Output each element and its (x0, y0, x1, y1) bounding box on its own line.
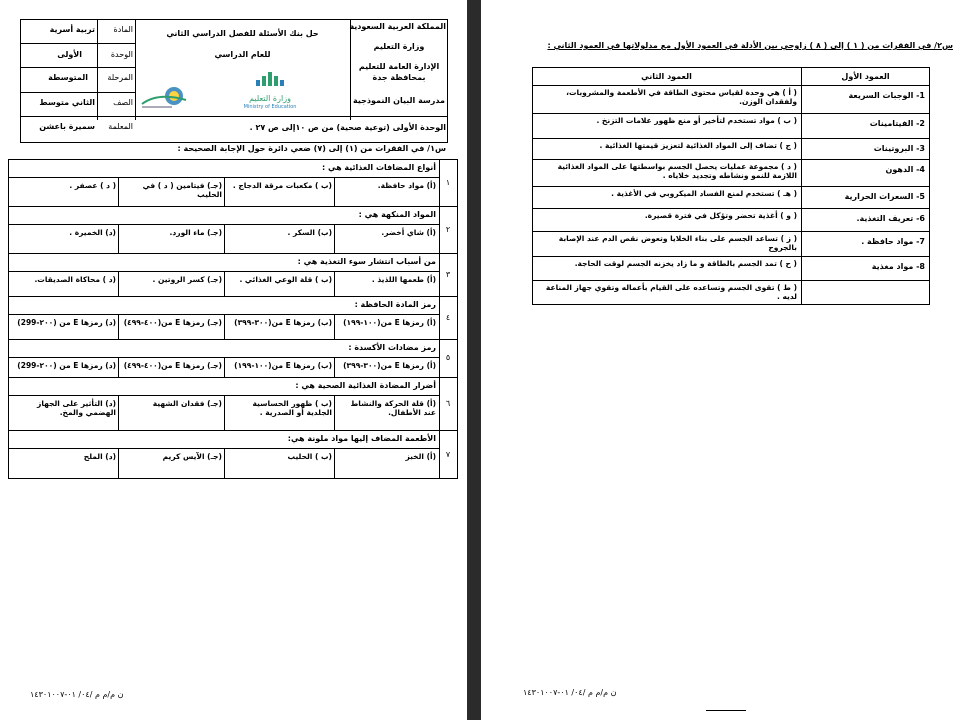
stage-label: المرحلة (107, 73, 133, 82)
org-line4: بمحافظة جدة (372, 73, 426, 82)
answer-option[interactable]: ( د ) عصفر . (69, 181, 116, 190)
ministry-logo-text: وزارة التعليم (249, 94, 291, 103)
question-stem: أضرار المضادة الغذائية الصحية هي : (295, 381, 436, 390)
answer-option[interactable]: (د) رمزها E من (٢٠٠-299) (17, 361, 116, 370)
matching-right-item: ( ب ) مواد تستخدم لتأخير أو منع ظهور علامات التزنخ . (596, 116, 797, 125)
right-footer: ن م/م م /٠٤/ ٠١-١٤٣٠١٠٠٧ (523, 688, 617, 697)
answer-option[interactable]: (د) رمزها E من (٢٠٠-299) (17, 318, 116, 327)
matching-right-item: ( ج ) تضاف إلى المواد الغذائية لتعزيز قيمتها الغذائية . (599, 141, 797, 150)
matching-right-item: ( أ ) هي وحدة لقياس محتوى الطاقة في الأطعمة والمشروبات، ولفقدان الوزن. (566, 88, 797, 106)
answer-option[interactable]: (ب ) مكعبات مرقة الدجاج . (232, 181, 332, 190)
answer-option[interactable]: (جـ) ماء الورد. (169, 228, 222, 237)
matching-left-item: 2- الفيتامينات (869, 119, 925, 128)
question-number: ٣ (445, 269, 451, 279)
question-number: ٦ (445, 398, 451, 408)
answer-option[interactable]: (جـ) فقدان الشهية (152, 399, 222, 408)
ministry-logo-sub: Ministry of Education (243, 104, 297, 110)
answer-option[interactable]: (د) الخميرة . (69, 228, 116, 237)
answer-option[interactable]: (أ) طعمها اللذيذ . (371, 275, 436, 284)
question-number: ١ (445, 177, 451, 187)
ministry-logo (238, 70, 302, 110)
answer-option[interactable]: (أ) الخبز (405, 452, 436, 461)
bank-title: حل بنك الأسئلة للفصل الدراسي الثاني (166, 29, 319, 38)
left-footer: ن م/م م /٠٤/ ٠١-١٤٣٠١٠٠٧ (30, 690, 124, 699)
question-number: ٥ (445, 353, 451, 362)
question-stem: رمز مضادات الأكسدة : (348, 343, 436, 352)
class-value: الثاني متوسط (39, 98, 95, 107)
matching-right-item: ( د ) مجموعة عمليات يحصل الجسم بواسطتها على المواد الغذائية اللازمة للنمو ونشاطه وتجديد خلاياه . (557, 162, 797, 180)
unit-range: الوحدة الأولى (توعية صحية) من ص ١٠إلى ص ٢٧ . (249, 123, 446, 132)
answer-option[interactable]: (أ) شاي أخضر. (381, 228, 436, 237)
vision-logo (138, 82, 196, 112)
answer-option[interactable]: (جـ) كسر الروتين . (152, 275, 222, 284)
org-line3: الإدارة العامة للتعليم (358, 62, 440, 71)
col1-header: العمود الأول (841, 72, 890, 81)
subject-value: تربية أسرية (49, 25, 95, 34)
matching-left-item: 1- الوجبات السريعة (848, 91, 925, 100)
answer-option[interactable]: (ب) السكر . (287, 228, 332, 237)
matching-left-item: 4- الدهون (885, 165, 925, 174)
unit-label: الوحدة (110, 50, 133, 59)
answer-option[interactable]: (د) الملح (83, 452, 116, 461)
answer-option[interactable]: (أ) رمزها E من(١٠٠-١٩٩) (343, 318, 436, 327)
stage-value: المتوسطة (48, 73, 88, 82)
question-stem: المواد المنكهة هي : (358, 210, 436, 219)
matching-right-item: ( و ) أغذية تحضر وتؤكل في فترة قصيرة. (644, 211, 797, 220)
col2-header: العمود الثاني (641, 72, 692, 81)
matching-left-item: 8- مواد مغذية (871, 262, 925, 271)
org-line1: المملكة العربية السعودية (349, 22, 446, 31)
answer-option[interactable]: (أ) قلة الحركة والنشاط عند الأطفال. (350, 399, 436, 417)
answer-option[interactable]: (د ) محاكاة الصديقات. (34, 275, 116, 284)
matching-right-item: ( ز ) تساعد الجسم على بناء الخلايا وتعوض نقص الدم عند الإصابة بالجروح (558, 234, 797, 252)
question-number: ٢ (445, 224, 451, 234)
question-stem: الأطعمة المضاف إليها مواد ملونة هي: (287, 434, 436, 443)
matching-right-item: ( ط ) تقوى الجسم وتساعده على القيام بأعماله وتقوي جهاز المناعة لديه . (545, 283, 797, 301)
matching-left-item: 5- السعرات الحرارية (844, 192, 925, 201)
answer-option[interactable]: (أ) رمزها E من(٣٠٠-٣٩٩) (343, 361, 436, 370)
matching-right-item: ( هـ ) تستخدم لمنع الفساد الميكروبي في الأغذية . (611, 189, 797, 198)
question-number: ٤ (445, 312, 451, 322)
answer-option[interactable]: (جـ) رمزها E من(٤٠٠-٤٩٩) (123, 318, 222, 327)
answer-option[interactable]: (جـ) فيتامين ( د ) في الحليب (142, 181, 222, 199)
answer-option[interactable]: (أ) مواد حافظة. (377, 181, 436, 190)
teacher-value: سميرة باعشن (39, 122, 95, 131)
question-number: ٧ (445, 449, 451, 459)
answer-option[interactable]: (ب) رمزها E من(١٠٠-١٩٩) (234, 361, 332, 370)
teacher-label: المعلمة (108, 122, 133, 131)
year-title: للعام الدراسي (214, 50, 271, 59)
org-line2: وزارة التعليم (373, 42, 425, 51)
answer-option[interactable]: (جـ) رمزها E من(٤٠٠-٤٩٩) (123, 361, 222, 370)
answer-option[interactable]: (ب) رمزها E من(٣٠٠-٣٩٩) (234, 318, 332, 327)
question-stem: من أسباب انتشار سوء التغذية هي : (297, 257, 436, 266)
matching-left-item: 3- البروتينات (873, 144, 925, 153)
answer-option[interactable]: (ب ) ظهور الحساسية الجلدية أو الصدرية . (252, 399, 332, 417)
matching-left-item: 6- تعريف التغذية. (856, 214, 925, 223)
matching-left-item: 7- مواد حافظة . (861, 237, 925, 246)
answer-option[interactable]: (د) التأثير على الجهاز الهضمي والمخ. (37, 399, 116, 417)
q2-instruction: س٢/ في الفقرات من ( ١ ) إلى ( ٨ ) زاوجي بين الأدلة في العمود الأول مع مدلولاتها في العمود الثاني : (547, 41, 953, 50)
left-page (0, 0, 467, 720)
answer-option[interactable]: (ب ) قلة الوعي الغذائي . (239, 275, 332, 284)
answer-option[interactable]: (ب ) الحليب (287, 452, 332, 461)
org-line5: مدرسة البيان النموذجية (353, 96, 445, 105)
matching-right-item: ( ح ) تمد الجسم بالطاقة و ما زاد يخزنه الجسم لوقت الحاجة. (574, 259, 797, 268)
answer-option[interactable]: (جـ) الآيس كريم (162, 452, 222, 461)
class-label: الصف (113, 98, 133, 107)
subject-label: المادة (113, 25, 133, 34)
question-stem: أنواع المضافات الغذائية هي : (322, 163, 436, 172)
q1-instruction: س١/ في الفقرات من (١) إلى (٧) ضعي دائرة حول الإجابة الصحيحة : (177, 144, 446, 153)
right-page (481, 0, 960, 720)
unit-value: الأولى (57, 50, 82, 59)
question-stem: رمز المادة الحافظة : (354, 300, 436, 309)
